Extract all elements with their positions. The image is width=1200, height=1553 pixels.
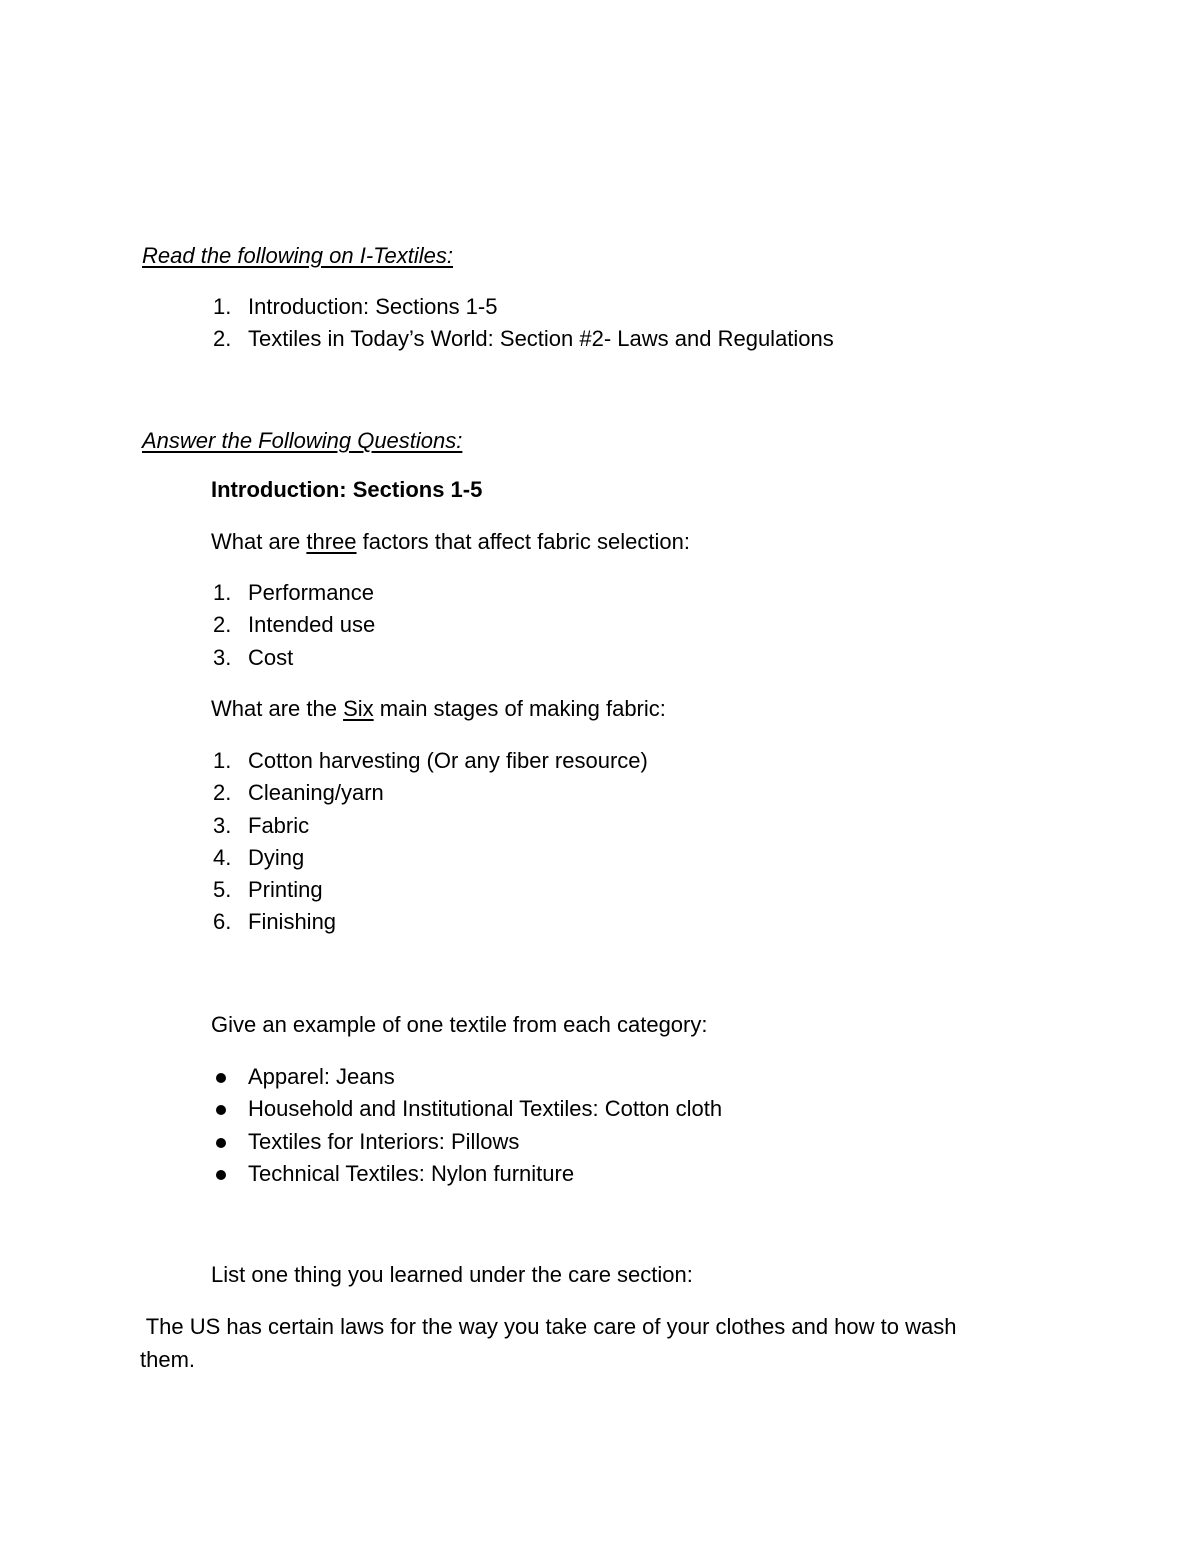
answer-text: The US has certain laws for the way you take care of your clothes and how to wash (140, 1314, 957, 1339)
list-item: Cost (248, 645, 294, 670)
question-text: What are (211, 529, 307, 554)
question-emphasis: Six (343, 696, 374, 721)
list-item: Fabric (248, 813, 310, 838)
list-number: 2. (213, 612, 232, 637)
list-number: 4. (213, 845, 232, 870)
question-3: Give an example of one textile from each category: (211, 1012, 708, 1037)
question-text: factors that affect fabric selection: (356, 529, 690, 554)
list-item: Cotton harvesting (Or any fiber resource) (248, 748, 648, 773)
list-item: Finishing (248, 909, 337, 934)
list-item: Introduction: Sections 1-5 (248, 294, 498, 319)
list-item: Cleaning/yarn (248, 780, 384, 805)
list-number: 2. (213, 780, 232, 805)
list-number: 1. (213, 580, 232, 605)
list-item: Textiles for Interiors: Pillows (248, 1129, 520, 1154)
question-text: main stages of making fabric: (373, 696, 666, 721)
list-item: Technical Textiles: Nylon furniture (248, 1161, 575, 1186)
list-number: 3. (213, 813, 232, 838)
list-item: Textiles in Today’s World: Section #2- Laws and Regulations (248, 326, 834, 351)
bullet-icon (216, 1170, 226, 1180)
list-number: 1. (213, 748, 232, 773)
bullet-icon (216, 1105, 226, 1115)
answer-text: them. (140, 1347, 196, 1372)
question-1 (211, 531, 690, 553)
list-item: Household and Institutional Textiles: Cotton cloth (248, 1096, 723, 1121)
list-number: 6. (213, 909, 232, 934)
section-title: Introduction: Sections 1-5 (211, 477, 483, 502)
question-emphasis: three (306, 529, 357, 554)
list-number: 5. (213, 877, 232, 902)
bullet-icon (216, 1138, 226, 1148)
question-4: List one thing you learned under the care section: (211, 1262, 693, 1287)
list-item: Performance (248, 580, 374, 605)
questions-heading: Answer the Following Questions: (142, 428, 463, 453)
question-text: What are the (211, 696, 344, 721)
reading-heading: Read the following on I-Textiles: (142, 243, 454, 268)
list-number: 1. (213, 294, 232, 319)
list-number: 2. (213, 326, 232, 351)
question-2 (211, 698, 666, 720)
list-item: Intended use (248, 612, 376, 637)
list-item: Dying (248, 845, 305, 870)
list-item: Apparel: Jeans (248, 1064, 395, 1089)
bullet-icon (216, 1073, 226, 1083)
list-number: 3. (213, 645, 232, 670)
list-item: Printing (248, 877, 323, 902)
